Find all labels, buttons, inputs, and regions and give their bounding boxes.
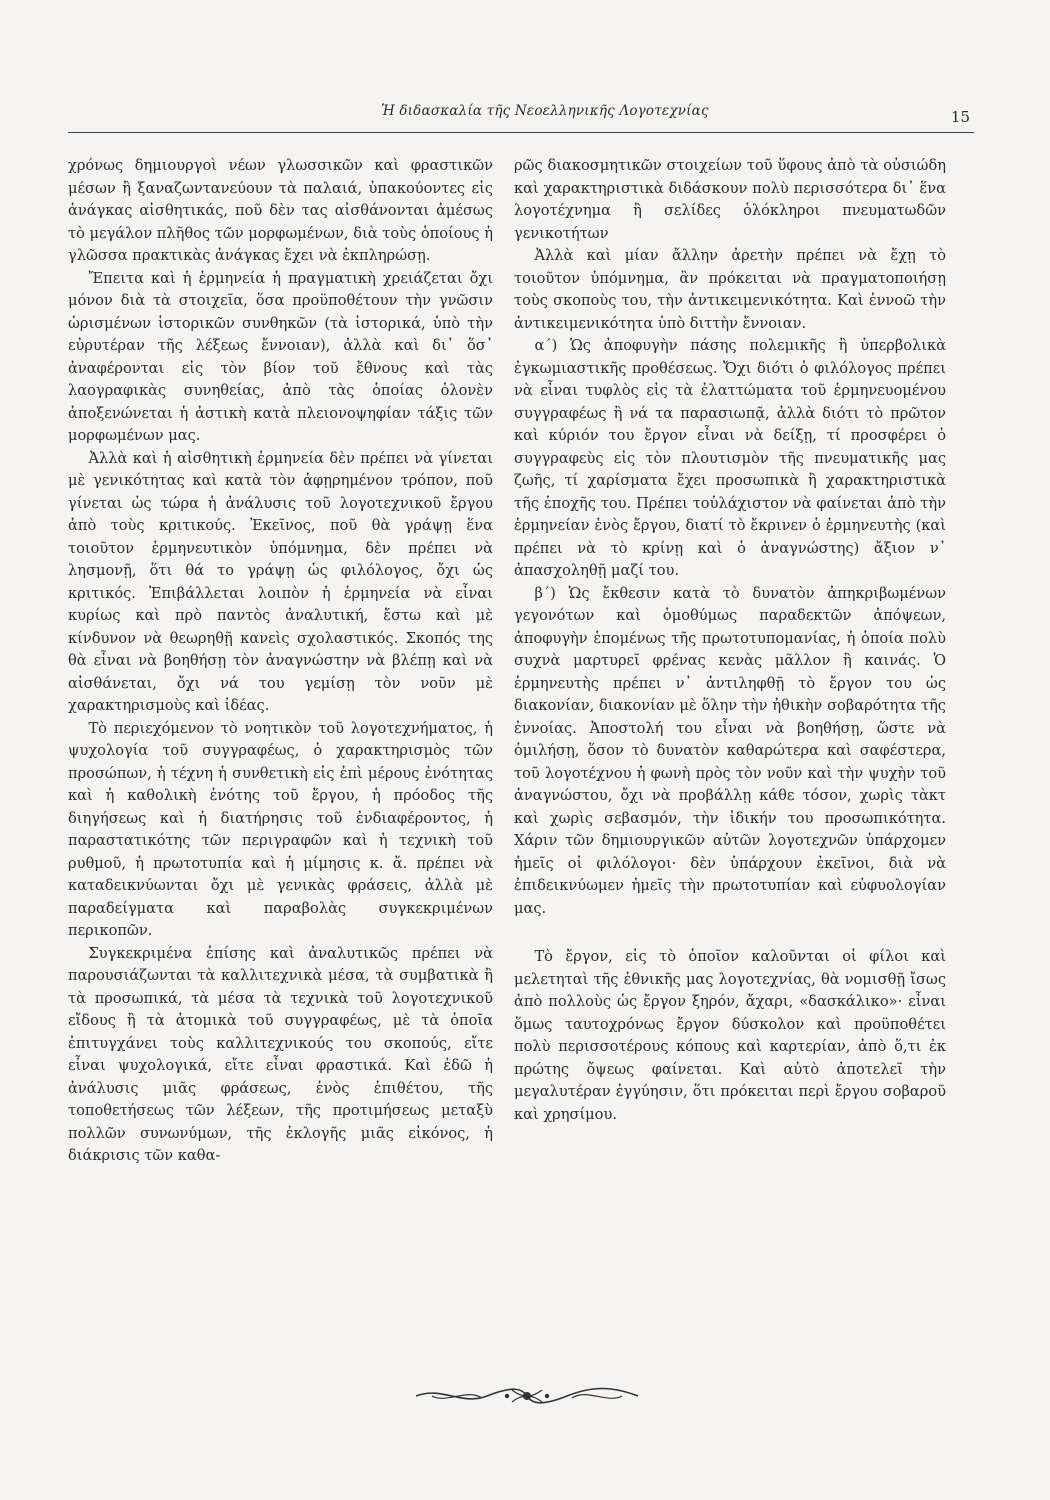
paragraph: Ἀλλὰ καὶ μίαν ἄλλην ἀρετὴν πρέπει νὰ ἔχῃ τὸ τοιοῦτον ὑπόμνημα, ἂν πρόκειται νὰ πραγματοποιήσῃ τοὺς σκοποὺς του, τὴν ἀντικειμενικότητα. Καὶ ἐννοῶ τὴν ἀντικειμενικότητα ὑπὸ διττὴν ἔννοιαν.	[514, 247, 946, 332]
paragraph: Ἀλλὰ καὶ ἡ αἰσθητικὴ ἑρμηνεία δὲν πρέπει νὰ γίνεται μὲ γενικότητας καὶ κατὰ τὸν ἀφῃρημένον τρόπον, ποῦ γίνεται ὡς τώρα ἡ ἀνάλυσις τοῦ λογοτεχνικοῦ ἔργου ἀπὸ τοὺς κριτικούς. Ἐκεῖνος, ποῦ θὰ γράψῃ ἕνα τοιοῦτον ἑρμηνευτικὸν ὑπόμνημα, δὲν πρέπει νὰ λησμονῇ, ὅτι θά το γράψῃ ὡς φιλόλογος, ὄχι ὡς κριτικός. Ἐπιβάλλεται λοιπὸν ἡ ἑρμηνεία νὰ εἶναι κυρίως καὶ πρὸ παντὸς ἀναλυτική, ἔστω καὶ μὲ κίνδυνον νὰ θεωρηθῇ κανεὶς σχολαστικός. Σκοπός της θὰ εἶναι νὰ βοηθήσῃ τὸν ἀναγνώστην νὰ βλέπῃ καὶ νὰ αἰσθάνεται, ὄχι νά του γεμίσῃ τὸν νοῦν μὲ χαρακτηρισμοὺς καὶ ἰδέας.	[68, 449, 493, 714]
paragraph: Τὸ περιεχόμενον τὸ νοητικὸν τοῦ λογοτεχνήματος, ἡ ψυχολογία τοῦ συγγραφέως, ὁ χαρακτηρισμὸς τῶν προσώπων, ἡ τέχνη ἡ συνθετικὴ εἰς ἐπὶ μέρους ἑνότητας καὶ ἡ καθολικὴ ἑνότης τοῦ ἔργου, ἡ πρόοδος τῆς διηγήσεως καὶ ἡ διατήρησις τοῦ ἐνδιαφέροντος, ἡ παραστατικότης τῶν περιγραφῶν καὶ ἡ τεχνικὴ τοῦ ρυθμοῦ, ἡ πρωτοτυπία καὶ ἡ μίμησις κ. ἄ. πρέπει νὰ καταδεικνύωνται ὄχι μὲ γενικὰς φράσεις, ἀλλὰ μὲ παραδείγματα καὶ παραβολὰς συγκεκριμένων περικοπῶν.	[68, 719, 493, 939]
header-rule	[68, 132, 974, 133]
paragraph: β΄) Ὡς ἔκθεσιν κατὰ τὸ δυνατὸν ἀπηκριβωμένων γεγονότων καὶ ὁμοθύμως παραδεκτῶν ἀπόψεων, ἀποφυγὴν ἑπομένως τῆς πρωτοτυπομανίας, ἡ ὁποία πολὺ συχνὰ μαρτυρεῖ φρένας κενὰς μᾶλλον ἢ καινάς. Ὁ ἑρμηνευτὴς πρέπει ν᾽ ἀντιληφθῇ τὸ ἔργον του ὡς διακονίαν, διακονίαν μὲ ὅλην τὴν ἠθικὴν σοβαρότητα τῆς ἐννοίας. Ἀποστολή του εἶναι νὰ βοηθήσῃ, ὥστε νὰ ὁμιλήσῃ, ὅσον τὸ δυνατὸν καθαρώτερα καὶ σαφέστερα, τοῦ λογοτέχνου ἡ φωνὴ πρὸς τὸν νοῦν καὶ τὴν ψυχὴν τοῦ ἀναγνώστου, ὄχι νὰ προβάλλῃ κάθε τόσον, χωρὶς τὰκτ καὶ χωρὶς σεβασμόν, τὴν ἰδικήν του προσωπικότητα. Χάριν τῶν δημιουργικῶν αὐτῶν λογοτεχνῶν ὑπάρχομεν ἡμεῖς οἱ φιλόλογοι· δὲν ὑπάρχουν ἐκεῖνοι, διὰ νὰ ἐπιδεικνύωμεν ἡμεῖς τὴν πρωτοτυπίαν καὶ εὐφυολογίαν μας.	[514, 584, 946, 917]
paragraph: χρόνως δημιουργοὶ νέων γλωσσικῶν καὶ φραστικῶν μέσων ἢ ξαναζωντανεύουν τὰ παλαιά, ὑπακούοντες εἰς ἀνάγκας αἰσθητικάς, ποῦ δὲν τας αἰσθάνονται ἀμέσως τὸ μεγάλον πλῆθος τῶν μορφωμένων, διὰ τοὺς ὁποίους ἡ γλῶσσα πρακτικὰς ἀνάγκας ἔχει νὰ ἐκπληρώσῃ.	[68, 157, 493, 264]
paragraph: ρῶς διακοσμητικῶν στοιχείων τοῦ ὕφους ἀπὸ τὰ οὐσιώδη καὶ χαρακτηριστικὰ διδάσκουν πολὺ περισσότερα δι᾽ ἕνα λογοτέχνημα ἢ σελίδες ὁλόκληροι πνευματωδῶν γενικοτήτων	[514, 157, 946, 242]
end-ornament-icon	[412, 1384, 642, 1408]
running-header-title: Ἡ διδασκαλία τῆς Νεοελληνικῆς Λογοτεχνίας	[381, 103, 709, 119]
paragraph: Συγκεκριμένα ἐπίσης καὶ ἀναλυτικῶς πρέπει νὰ παρουσιάζωνται τὰ καλλιτεχνικὰ μέσα, τὰ συμβατικὰ ἢ τὰ προσωπικά, τὰ μέσα τὰ τεχνικὰ τοῦ λογοτεχνικοῦ εἴδους ἢ τὰ ἀτομικὰ τοῦ συγγραφέως, μὲ τὰ ὁποῖα ἐπιτυγχάνει τοὺς καλλιτεχνικούς του σκοπούς, εἴτε εἶναι ψυχολογικά, εἴτε εἶναι φραστικά. Καὶ ἐδῶ ἡ ἀνάλυσις μιᾶς φράσεως, ἑνὸς ἐπιθέτου, τῆς τοποθετήσεως τῶν λέξεων, τῆς προτιμήσεως μεταξὺ πολλῶν συνωνύμων, τῆς ἐκλογῆς μιᾶς εἰκόνος, ἡ διάκρισις τῶν καθα-	[68, 944, 493, 1164]
paragraph: α΄) Ὡς ἀποφυγὴν πάσης πολεμικῆς ἢ ὑπερβολικὰ ἐγκωμιαστικῆς προθέσεως. Ὄχι διότι ὁ φιλόλογος πρέπει νὰ εἶναι τυφλὸς εἰς τὰ ἐλαττώματα τοῦ ἑρμηνευομένου συγγραφέως ἢ νά τα παρασιωπᾷ, ἀλλὰ διότι τὸ πρῶτον καὶ κύριόν του ἔργον εἶναι νὰ δείξῃ, τί προσφέρει ὁ συγγραφεὺς εἰς τὸν πλουτισμὸν τῆς πνευματικῆς μας ζωῆς, τί χαρίσματα ἔχει προσωπικὰ ἢ χαρακτηριστικὰ τῆς ἐποχῆς του. Πρέπει τοὐλάχιστον νὰ φαίνεται ἀπὸ τὴν ἑρμηνείαν ἑνὸς ἔργου, διατί τὸ ἔκρινεν ὁ ἑρμηνευτὴς (καὶ πρέπει νὰ τὸ κρίνῃ καὶ ὁ ἀναγνώστης) ἄξιον ν᾽ ἀπασχοληθῇ μαζί του.	[514, 337, 946, 579]
page-number: 15	[950, 108, 970, 126]
paragraph: Ἔπειτα καὶ ἡ ἑρμηνεία ἡ πραγματικὴ χρειάζεται ὄχι μόνον διὰ τὰ στοιχεῖα, ὅσα προϋποθέτουν τὴν γνῶσιν ὡρισμένων ἱστορικῶν συνθηκῶν (τὰ ἱστορικά, ὑπὸ τὴν εὐρυτέραν τῆς λέξεως ἔννοιαν), ἀλλὰ καὶ δι᾽ ὅσ᾽ ἀναφέρονται εἰς τὸν βίον τοῦ ἔθνους καὶ τὰς λαογραφικὰς συνηθείας, ἀπὸ τὰς ὁποίας ὁλονὲν ἀποξενώνεται ἡ ἀστικὴ κατὰ πλειονοψηφίαν τάξις τῶν μορφωμένων μας.	[68, 269, 493, 444]
left-column	[68, 155, 493, 1168]
right-column	[514, 155, 946, 1126]
paragraph: Τὸ ἔργον, εἰς τὸ ὁποῖον καλοῦνται οἱ φίλοι καὶ μελετηταὶ τῆς ἐθνικῆς μας λογοτεχνίας, θὰ νομισθῇ ἴσως ἀπὸ πολλοὺς ὡς ἔργον ξηρόν, ἄχαρι, «δασκάλικο»· εἶναι ὅμως ταυτοχρόνως ἔργον δύσκολον καὶ προϋποθέτει πολὺ περισσοτέρους κόπους καὶ καρτερίαν, ἀπὸ ὅ,τι ἐκ πρώτης ὄψεως φαίνεται. Καὶ αὐτὸ ἀποτελεῖ τὴν μεγαλυτέραν ἐγγύησιν, ὅτι πρόκειται περὶ ἔργου σοβαροῦ καὶ χρησίμου.	[514, 948, 946, 1123]
